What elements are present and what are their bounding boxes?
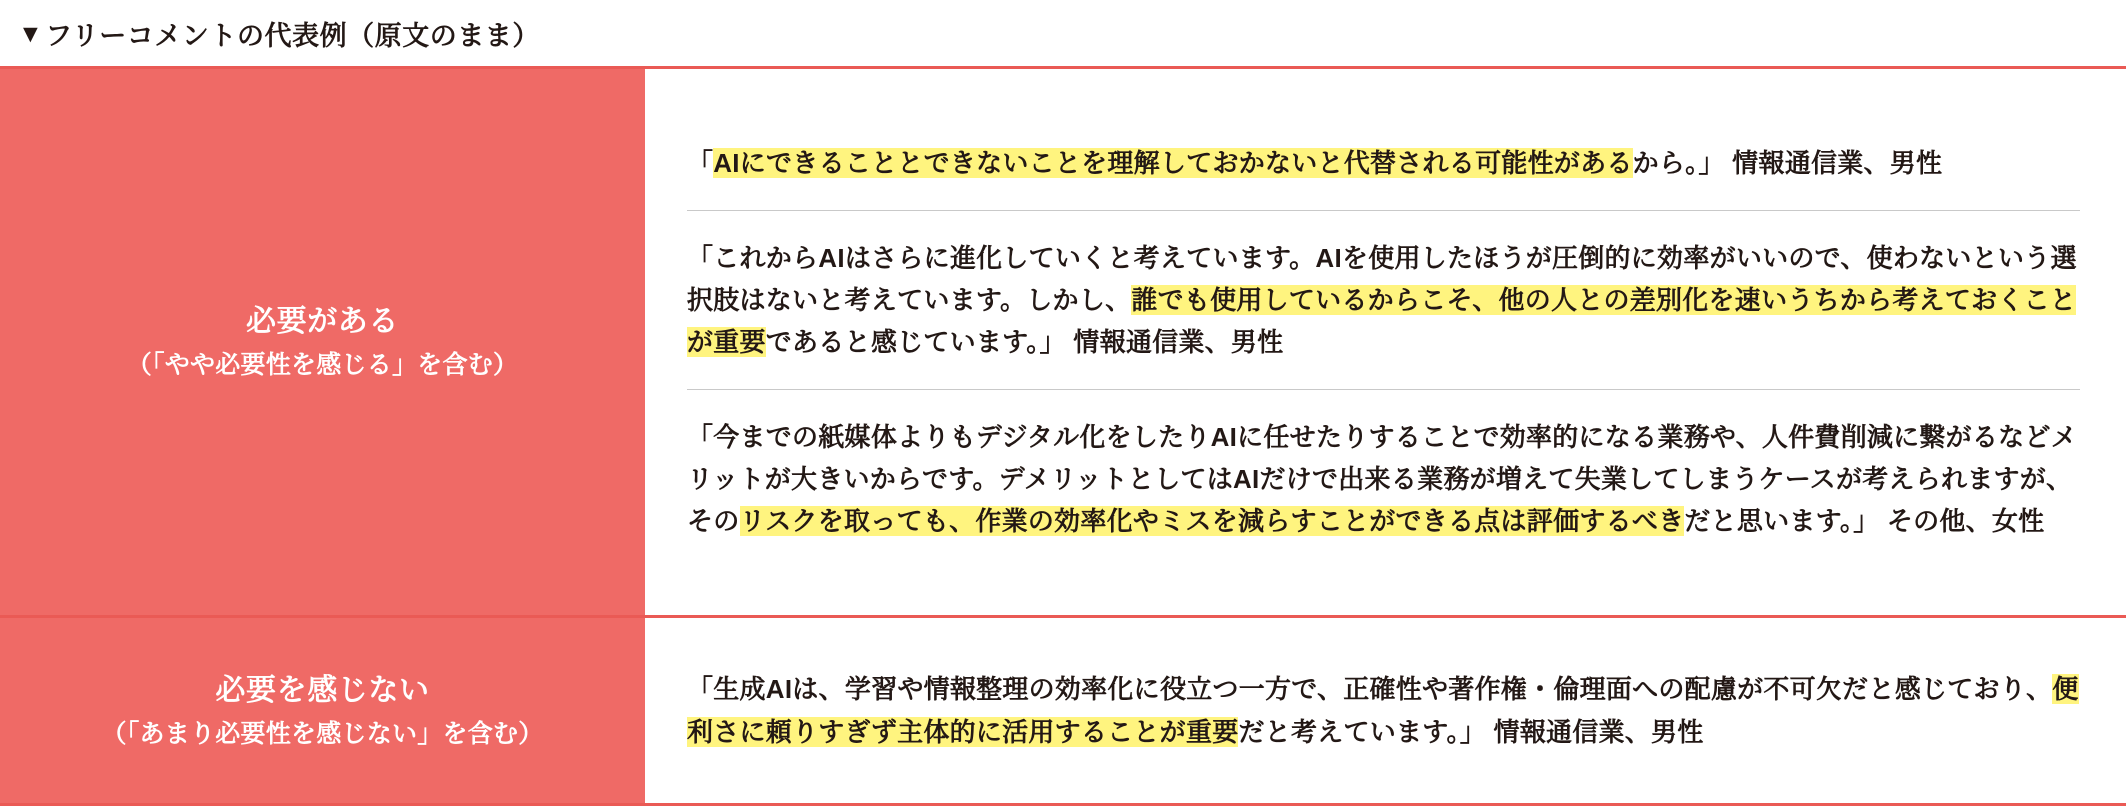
category-title: 必要を感じない <box>215 673 430 707</box>
page-title-text: フリーコメントの代表例（原文のまま） <box>45 20 540 51</box>
highlighted-text: 誰でも使用しているからこそ、他の人との差別化を速いうちから考えておくことが重要 <box>687 284 2077 357</box>
comments-table <box>0 66 2126 806</box>
comment-item <box>687 389 2080 568</box>
highlighted-text: AIにできることとできないことを理解しておかないと代替される可能性がある <box>713 147 1633 178</box>
comments-cell-need <box>645 69 2126 615</box>
comments-cell-no-need <box>645 618 2126 803</box>
category-cell-no-need <box>0 618 645 803</box>
category-subtitle: （「やや必要性を感じる」を含む） <box>126 351 519 380</box>
comment-text: だと考えています。」 <box>1238 716 1486 747</box>
comment-text: であると感じています。」 <box>765 326 1066 357</box>
comment-text: その他、女性 <box>1879 506 2045 537</box>
category-cell-need <box>0 69 645 615</box>
triangle-marker-icon: ▼ <box>18 19 44 48</box>
comment-text: 情報通信業、男性 <box>1486 716 1704 747</box>
comment-text: 「 <box>687 147 714 178</box>
category-subtitle: （「あまり必要性を感じない」を含む） <box>101 719 544 748</box>
comment-item <box>687 654 2080 766</box>
comment-text: 情報通信業、男性 <box>1065 326 1284 357</box>
comment-text: 情報通信業、男性 <box>1724 147 1943 178</box>
table-row <box>0 69 2126 618</box>
comment-text: 「これからAIはさらに進化していくと考えています。AIを使用したほうが圧倒的に効率がいいので、使わないという選択肢はないと考えています。しかし、 <box>687 242 2077 315</box>
table-row <box>0 618 2126 803</box>
comment-text: 「生成AIは、学習や情報整理の効率化に役立つ一方で、正確性や著作権・倫理面への配慮が不可欠だと感じており、 <box>687 674 2053 705</box>
highlighted-text: リスクを取っても、作業の効率化やミスを減らすことができる点は評価するべき <box>739 506 1685 537</box>
comment-text: 「今までの紙媒体よりもデジタル化をしたりAIに任せたりすることで効率的になる業務や、人件費削減に繋がるなどメリットが大きいからです。デメリットとしてはAIだけで出来る業務が増えて失業してしまうケースが考えられますが、その <box>687 422 2077 537</box>
comment-item <box>687 210 2080 389</box>
category-title: 必要がある <box>246 305 399 339</box>
comment-item <box>687 116 2080 210</box>
comment-text: だと思います。」 <box>1684 506 1880 537</box>
comment-text: から。」 <box>1632 147 1725 178</box>
highlighted-text: 便利さに頼りすぎず主体的に活用することが重要 <box>687 674 2079 747</box>
page-title <box>0 0 2126 66</box>
